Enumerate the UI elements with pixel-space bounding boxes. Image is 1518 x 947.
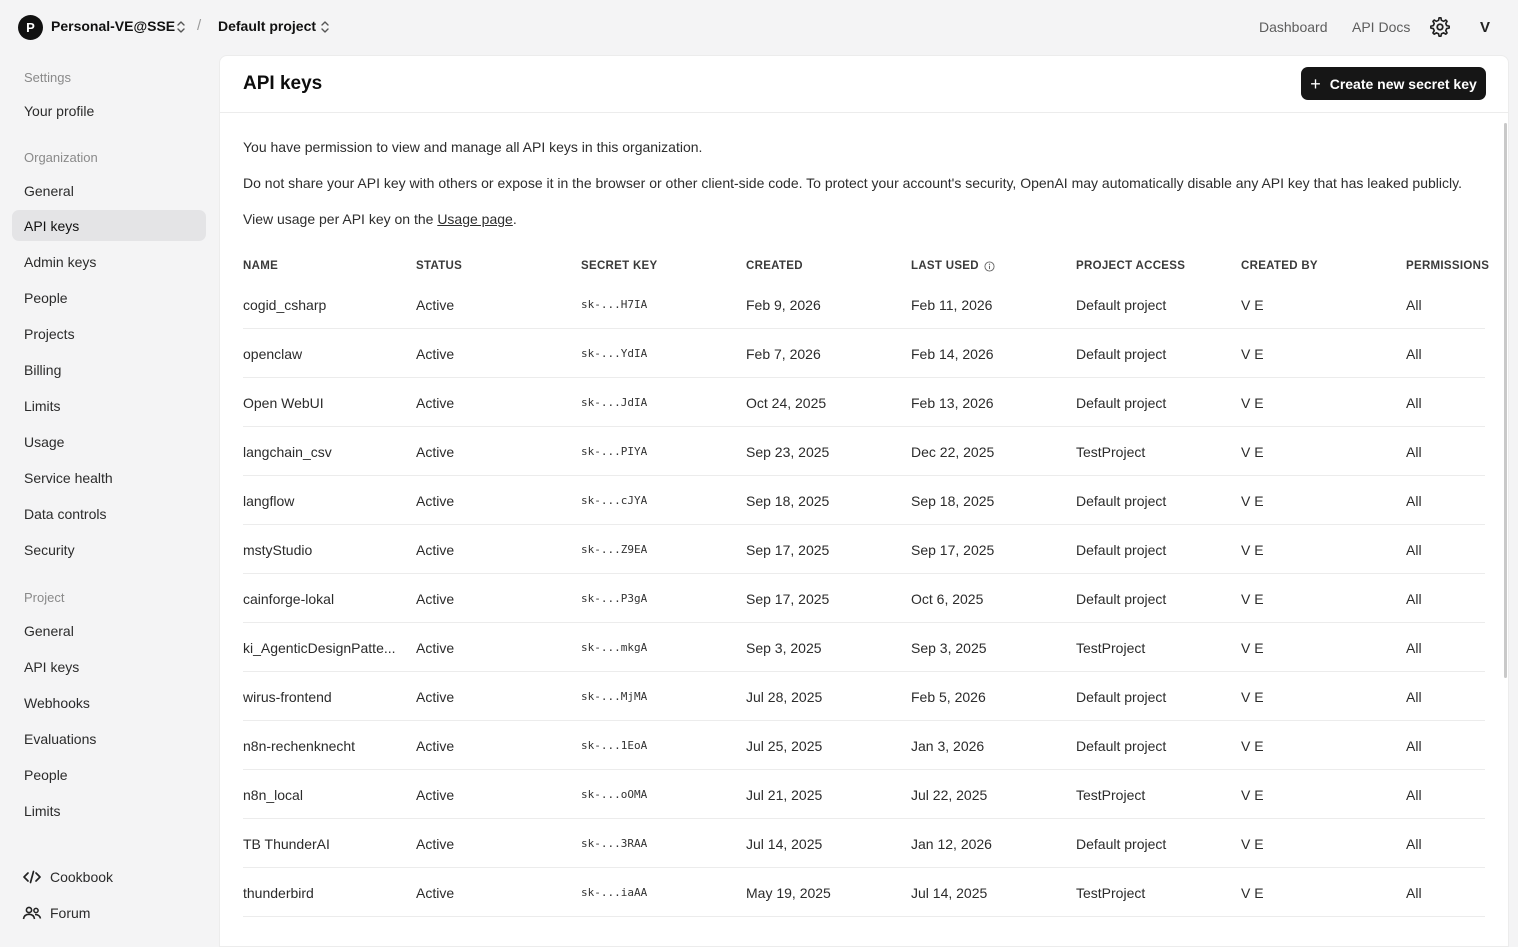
cell-secret-key: sk-...PIYA	[581, 445, 648, 458]
cell-last-used: Feb 5, 2026	[911, 688, 986, 705]
cell-permissions: All	[1406, 394, 1422, 411]
table-row[interactable]	[243, 574, 1485, 623]
people-icon	[22, 905, 42, 921]
cell-secret-key: sk-...YdIA	[581, 347, 648, 360]
cell-last-used: Sep 17, 2025	[911, 541, 995, 558]
cell-created: Sep 3, 2025	[746, 639, 822, 656]
usage-notice-suffix: .	[512, 211, 517, 227]
cell-name: cogid_csharp	[243, 296, 327, 313]
cell-secret-key: sk-...cJYA	[581, 494, 648, 507]
cell-project-access: Default project	[1076, 541, 1167, 558]
sidebar-item-your-profile[interactable]: Your profile	[24, 102, 95, 119]
cell-created-by: V E	[1241, 835, 1264, 852]
cell-status: Active	[416, 345, 455, 362]
column-header-label: PROJECT ACCESS	[1076, 260, 1186, 272]
table-row[interactable]	[243, 721, 1485, 770]
sidebar-item-project-api-keys[interactable]: API keys	[24, 658, 80, 675]
table-row[interactable]	[243, 476, 1485, 525]
breadcrumb-separator: /	[197, 17, 202, 34]
plus-icon: +	[1310, 73, 1321, 94]
cell-name: langflow	[243, 492, 295, 509]
column-header-label: CREATED	[746, 260, 803, 272]
cell-status: Active	[416, 786, 455, 803]
api-docs-link[interactable]: API Docs	[1352, 19, 1411, 35]
sidebar-item-security[interactable]: Security	[24, 541, 75, 558]
cell-created-by: V E	[1241, 786, 1264, 803]
cell-name: openclaw	[243, 345, 303, 362]
cell-status: Active	[416, 590, 455, 607]
cell-name: cainforge-lokal	[243, 590, 335, 607]
cell-permissions: All	[1406, 884, 1422, 901]
cell-permissions: All	[1406, 688, 1422, 705]
cell-project-access: Default project	[1076, 835, 1167, 852]
cell-name: TB ThunderAI	[243, 835, 330, 852]
cell-status: Active	[416, 296, 455, 313]
cell-secret-key: sk-...JdIA	[581, 396, 648, 409]
cell-created: Jul 14, 2025	[746, 835, 823, 852]
column-header-label: SECRET KEY	[581, 260, 658, 272]
gear-icon[interactable]	[1429, 16, 1451, 38]
cell-permissions: All	[1406, 541, 1422, 558]
cell-created-by: V E	[1241, 394, 1264, 411]
sidebar-item-webhooks[interactable]: Webhooks	[24, 694, 90, 711]
top-bar	[0, 0, 1518, 54]
cell-secret-key: sk-...P3gA	[581, 592, 648, 605]
cell-last-used: Feb 11, 2026	[911, 296, 993, 313]
cell-name: thunderbird	[243, 884, 314, 901]
cell-status: Active	[416, 492, 455, 509]
cell-status: Active	[416, 639, 455, 656]
sidebar-item-usage[interactable]: Usage	[24, 433, 65, 450]
cell-secret-key: sk-...mkgA	[581, 641, 648, 654]
cell-created: Feb 9, 2026	[746, 296, 821, 313]
cell-status: Active	[416, 443, 455, 460]
sidebar-item-admin-keys[interactable]: Admin keys	[24, 253, 97, 270]
forum-label: Forum	[50, 905, 91, 921]
cell-permissions: All	[1406, 737, 1422, 754]
cell-name: n8n_local	[243, 786, 303, 803]
cell-status: Active	[416, 884, 455, 901]
cell-created-by: V E	[1241, 884, 1264, 901]
cell-status: Active	[416, 394, 455, 411]
column-header-label: CREATED BY	[1241, 260, 1318, 272]
sidebar-item-org-api-keys[interactable]: API keys	[12, 210, 206, 241]
cell-permissions: All	[1406, 786, 1422, 803]
sidebar-item-evaluations[interactable]: Evaluations	[24, 730, 97, 747]
chevron-updown-icon[interactable]	[319, 18, 331, 36]
column-header-label: LAST USED	[911, 260, 979, 272]
cell-last-used: Jul 22, 2025	[911, 786, 988, 803]
cell-created-by: V E	[1241, 590, 1264, 607]
cell-created: Sep 18, 2025	[746, 492, 830, 509]
cell-last-used: Feb 13, 2026	[911, 394, 994, 411]
cell-created: Oct 24, 2025	[746, 394, 827, 411]
cell-name: n8n-rechenknecht	[243, 737, 356, 754]
cell-project-access: Default project	[1076, 737, 1167, 754]
org-switcher[interactable]: Personal-VE@SSE	[51, 18, 176, 34]
table-row[interactable]	[243, 672, 1485, 721]
table-row[interactable]	[243, 329, 1485, 378]
cell-created-by: V E	[1241, 737, 1264, 754]
column-header-label: PERMISSIONS	[1406, 260, 1490, 272]
sidebar-item-org-general[interactable]: General	[24, 182, 74, 199]
cell-created-by: V E	[1241, 688, 1264, 705]
sidebar-heading-settings: Settings	[24, 70, 71, 85]
cell-secret-key: sk-...MjMA	[581, 690, 648, 703]
sidebar-item-project-general[interactable]: General	[24, 622, 74, 639]
cell-created-by: V E	[1241, 345, 1264, 362]
cell-created: Sep 17, 2025	[746, 541, 830, 558]
code-icon	[22, 869, 42, 885]
cell-name: ki_AgenticDesignPatte...	[243, 639, 396, 656]
cell-name: mstyStudio	[243, 541, 313, 558]
cell-secret-key: sk-...3RAA	[581, 837, 648, 850]
column-header-name	[243, 260, 278, 272]
cookbook-link[interactable]	[12, 863, 206, 891]
table-row[interactable]	[243, 427, 1485, 476]
cell-created-by: V E	[1241, 443, 1264, 460]
create-button-label: Create new secret key	[1329, 75, 1477, 92]
cell-name: langchain_csv	[243, 443, 332, 460]
cell-name: wirus-frontend	[243, 688, 332, 705]
cell-project-access: TestProject	[1076, 786, 1146, 803]
sidebar-item-data-controls[interactable]: Data controls	[24, 505, 107, 522]
cell-project-access: TestProject	[1076, 884, 1146, 901]
cell-status: Active	[416, 688, 455, 705]
sidebar	[0, 54, 218, 947]
column-header-permissions	[1406, 260, 1489, 272]
column-header-last-used	[911, 260, 995, 272]
cell-project-access: Default project	[1076, 296, 1167, 313]
main-panel	[219, 55, 1509, 947]
cell-secret-key: sk-...oOMA	[581, 788, 648, 801]
column-header-created	[746, 260, 803, 272]
column-header-secret-key	[581, 260, 658, 272]
cell-last-used: Oct 6, 2025	[911, 590, 984, 607]
column-header-label: NAME	[243, 260, 279, 272]
panel-header	[220, 56, 1509, 113]
cell-permissions: All	[1406, 590, 1422, 607]
cell-created-by: V E	[1241, 492, 1264, 509]
table-row[interactable]	[243, 280, 1485, 329]
usage-notice	[243, 211, 517, 227]
table-row[interactable]	[243, 868, 1485, 917]
cell-permissions: All	[1406, 443, 1422, 460]
cell-project-access: Default project	[1076, 688, 1167, 705]
create-secret-key-button[interactable]	[1301, 67, 1486, 100]
dashboard-link[interactable]: Dashboard	[1259, 19, 1328, 35]
sidebar-item-billing[interactable]: Billing	[24, 361, 62, 378]
page-title: API keys	[243, 73, 323, 94]
cell-status: Active	[416, 737, 455, 754]
cell-last-used: Dec 22, 2025	[911, 443, 995, 460]
usage-notice-text: View usage per API key on the	[243, 211, 438, 227]
cell-project-access: Default project	[1076, 492, 1167, 509]
sidebar-heading-project: Project	[24, 590, 65, 605]
security-notice: Do not share your API key with others or expose it in the browser or other client-side code. To protect your account's security, OpenAI may automatically disable any API key that has leaked publicly.	[243, 175, 1462, 191]
cell-last-used: Feb 14, 2026	[911, 345, 994, 362]
cell-permissions: All	[1406, 492, 1422, 509]
cell-project-access: Default project	[1076, 590, 1167, 607]
cell-last-used: Jan 12, 2026	[911, 835, 992, 852]
cell-secret-key: sk-...iaAA	[581, 886, 648, 899]
sidebar-item-project-limits[interactable]: Limits	[24, 802, 61, 819]
cell-name: Open WebUI	[243, 394, 324, 411]
cell-created-by: V E	[1241, 296, 1264, 313]
cell-project-access: TestProject	[1076, 443, 1146, 460]
cell-secret-key: sk-...1EoA	[581, 739, 648, 752]
cell-created-by: V E	[1241, 541, 1264, 558]
table-row[interactable]	[243, 819, 1485, 868]
sidebar-item-service-health[interactable]: Service health	[24, 469, 113, 486]
cell-permissions: All	[1406, 296, 1422, 313]
sidebar-item-org-people[interactable]: People	[24, 289, 68, 306]
cookbook-label: Cookbook	[50, 869, 114, 885]
cell-permissions: All	[1406, 345, 1422, 362]
table-row[interactable]	[243, 623, 1485, 672]
table-row[interactable]	[243, 378, 1485, 427]
cell-project-access: Default project	[1076, 394, 1167, 411]
column-header-label: STATUS	[416, 260, 463, 272]
cell-created: Sep 17, 2025	[746, 590, 830, 607]
cell-project-access: Default project	[1076, 345, 1167, 362]
column-header-created-by	[1241, 260, 1318, 272]
cell-permissions: All	[1406, 835, 1422, 852]
info-icon[interactable]	[984, 261, 995, 272]
table-row[interactable]	[243, 525, 1485, 574]
cell-status: Active	[416, 835, 455, 852]
column-header-project-access	[1076, 260, 1185, 272]
table-row[interactable]	[243, 770, 1485, 819]
chevron-updown-icon[interactable]	[175, 18, 187, 36]
usage-page-link[interactable]: Usage page	[437, 211, 513, 227]
cell-created: Jul 28, 2025	[746, 688, 823, 705]
cell-last-used: Sep 18, 2025	[911, 492, 995, 509]
cell-secret-key: sk-...H7IA	[581, 298, 648, 311]
cell-permissions: All	[1406, 639, 1422, 656]
permission-notice: You have permission to view and manage all API keys in this organization.	[243, 139, 703, 155]
forum-link[interactable]	[12, 899, 206, 927]
cell-created: Feb 7, 2026	[746, 345, 821, 362]
cell-last-used: Jan 3, 2026	[911, 737, 985, 754]
project-switcher[interactable]: Default project	[218, 18, 317, 34]
cell-last-used: Sep 3, 2025	[911, 639, 987, 656]
cell-created: Jul 25, 2025	[746, 737, 823, 754]
sidebar-item-org-limits[interactable]: Limits	[24, 397, 61, 414]
column-header-status	[416, 260, 462, 272]
sidebar-heading-organization: Organization	[24, 150, 98, 165]
cell-created-by: V E	[1241, 639, 1264, 656]
cell-created: Sep 23, 2025	[746, 443, 830, 460]
cell-last-used: Jul 14, 2025	[911, 884, 988, 901]
user-avatar[interactable]: V	[1479, 18, 1490, 36]
cell-project-access: TestProject	[1076, 639, 1146, 656]
cell-created: May 19, 2025	[746, 884, 831, 901]
sidebar-item-project-people[interactable]: People	[24, 766, 68, 783]
cell-secret-key: sk-...Z9EA	[581, 543, 648, 556]
cell-created: Jul 21, 2025	[746, 786, 823, 803]
sidebar-item-projects[interactable]: Projects	[24, 325, 75, 342]
cell-status: Active	[416, 541, 455, 558]
org-avatar[interactable]: P	[18, 15, 43, 40]
